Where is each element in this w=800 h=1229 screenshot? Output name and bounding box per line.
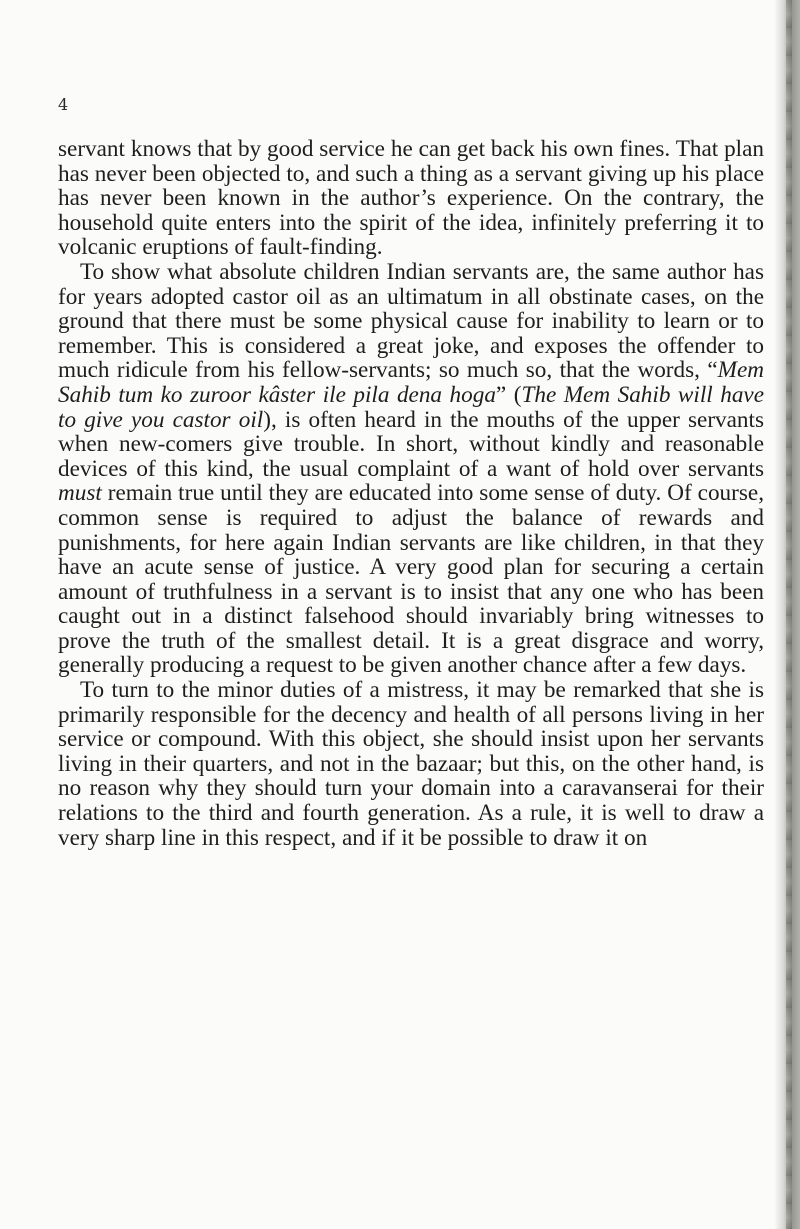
paragraph-2-text-b: ” ( (495, 381, 522, 408)
emphasis-must: must (58, 480, 102, 507)
paragraph-1-text: servant knows that by good service he can get back his own fines. That plan has never been objected to, and such a thing as a servant giving up his place has never been known in the author’s experience. On the contrary, the household quite enters into the spirit of the idea, infinitely preferring it to volcanic eruptions of fault-finding. (58, 136, 764, 261)
hindustani-phrase: Mem Sahib tum ko zuroor kâster ile pila dena hoga (58, 357, 764, 408)
body-text (58, 137, 764, 850)
paragraph-2-text-c: ), is often heard in the mouths of the upper servants when new-comers give trouble. In short, without kindly and reasonable devices of this kind, the usual complaint of a want of hold over servants (58, 406, 764, 482)
paragraph-2-text-a: To show what absolute children Indian servants are, the same author has for years adopted castor oil as an ultimatum in all obstinate cases, on the ground that there must be some physical cause for inability to learn or to remember. This is considered a great joke, and exposes the offender to much ridicule from his fellow-servants; so much so, that the words, “ (58, 258, 764, 384)
page-number: 4 (58, 95, 69, 114)
paragraph-3-text: To turn to the minor duties of a mistress, it may be remarked that she is primarily responsible for the decency and health of all persons living in her service or compound. With this object, she should insist upon her servants living in their quarters, and not in the bazaar; but this, on the other hand, is no reason why they should turn your domain into a caravanserai for their relations to the third and fourth generation. As a rule, it is well to draw a very sharp line in this respect, and if it be possible to draw it on (58, 677, 764, 851)
paragraph-1 (58, 137, 764, 260)
translation-phrase: The Mem Sahib will have to give you castor oil (58, 381, 765, 433)
paragraph-2-text-d: remain true until they are educated into some sense of duty. Of course, common sense is required to adjust the balance of rewards and punishments, for here again Indian servants are like children, in that they have an acute sense of justice. A very good plan for securing a certain amount of truthfulness in a servant is to insist that any one who has been caught out in a distinct falsehood should invariably bring witnesses to prove the truth of the smallest detail. It is a great disgrace and worry, generally producing a request to be given another chance after a few days. (58, 480, 764, 679)
paragraph-3 (58, 678, 764, 850)
page-edge-texture (786, 0, 792, 1229)
paragraph-2 (58, 260, 764, 678)
